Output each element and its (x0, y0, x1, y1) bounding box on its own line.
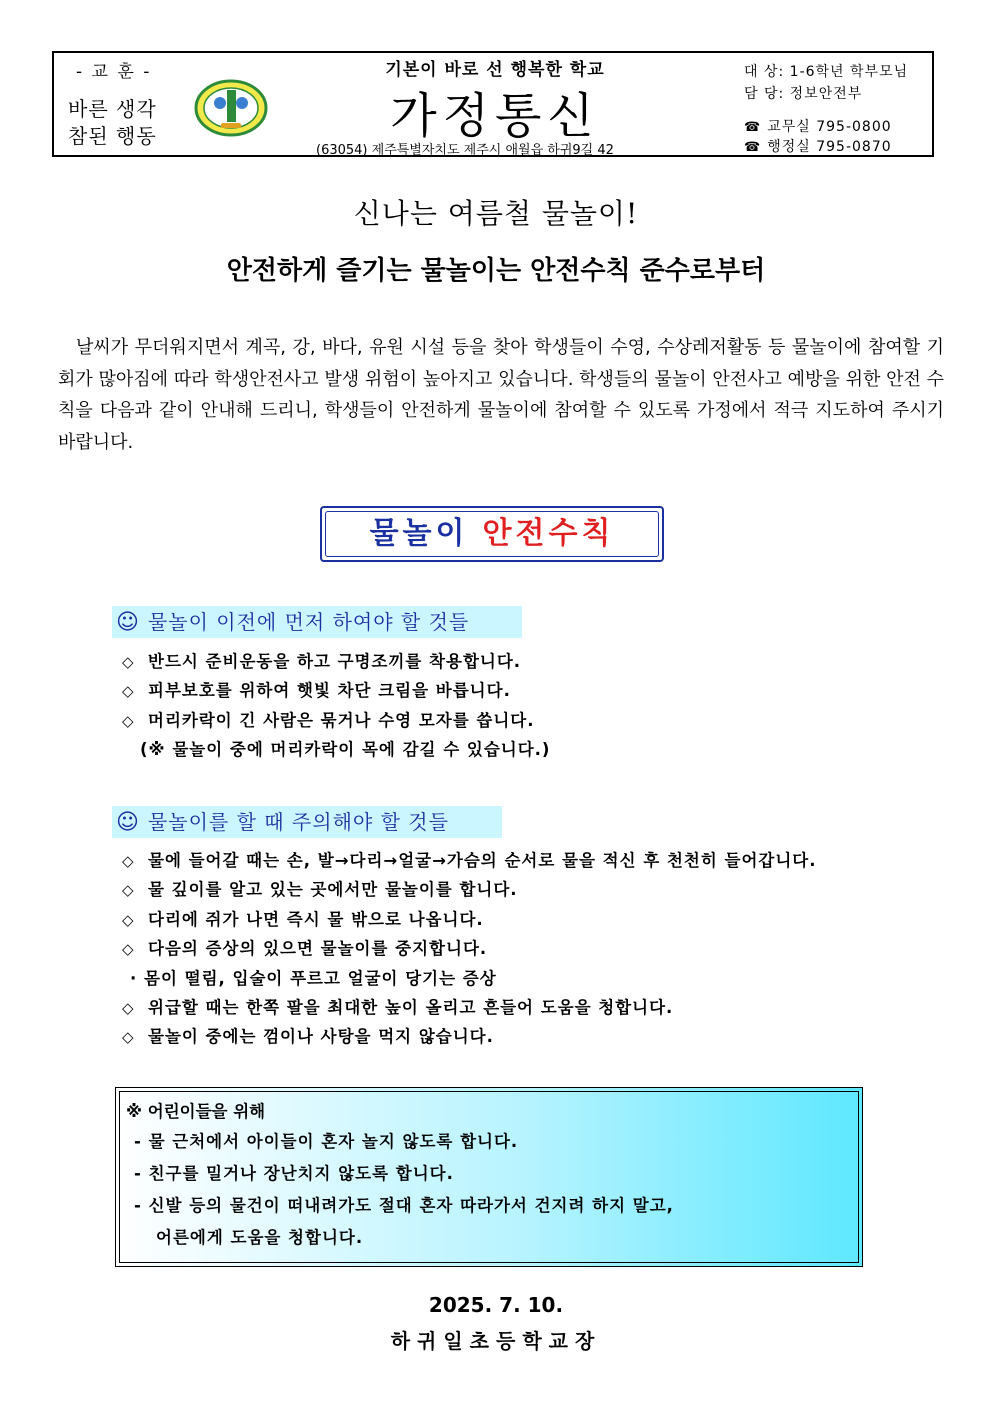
list-item-text: 물놀이 중에는 껌이나 사탕을 먹지 않습니다. (148, 1027, 494, 1047)
list-item (122, 993, 817, 1022)
for-children-box (115, 1087, 863, 1267)
admin-office-phone (744, 136, 892, 156)
list-item (122, 647, 550, 676)
smiley-icon: ☺ (116, 810, 140, 835)
diamond-bullet-icon: ◇ (122, 653, 135, 671)
section-before-list (122, 647, 550, 765)
list-item: - 신발 등의 물건이 떠내려가도 절대 혼자 따라가서 건지려 하지 말고, (134, 1196, 674, 1215)
for-children-list (134, 1126, 674, 1254)
department-in-charge: 담 당: 정보안전부 (744, 86, 863, 102)
target-audience: 대 상: 1-6학년 학부모님 (744, 64, 909, 80)
newsletter-title: 가정통신 (390, 88, 600, 144)
list-item: - 친구를 밀거나 장난치지 않도록 합니다. (134, 1164, 454, 1183)
academic-office-phone (744, 116, 892, 136)
section-during-heading (112, 806, 502, 838)
principal-signature: 하귀일초등학교장 (390, 1329, 602, 1353)
list-item-text: 위급할 때는 한쪽 팔을 최대한 높이 올리고 흔들어 도움을 청합니다. (148, 997, 674, 1017)
diamond-bullet-icon: ◇ (122, 852, 135, 870)
diamond-bullet-icon: ◇ (122, 881, 135, 900)
school-motto-line1: 바른 생각 (68, 97, 157, 121)
phone-icon: ☎ (744, 120, 762, 135)
section-during-heading-text: 물놀이를 할 때 주의해야 할 것들 (147, 810, 449, 834)
list-item-text: 다음의 증상의 있으면 물놀이를 중지합니다. (148, 939, 488, 959)
for-children-title: ※ 어린이들을 위해 (126, 1102, 266, 1121)
list-note: (※ 물놀이 중에 머리카락이 목에 감길 수 있습니다.) (140, 740, 551, 760)
phone-icon: ☎ (744, 140, 762, 155)
safety-rules-title (325, 511, 659, 557)
list-item (122, 676, 550, 705)
diamond-bullet-icon: ◇ (122, 711, 135, 730)
academic-office-phone-text: 교무실 795-0800 (767, 119, 892, 135)
list-item (122, 706, 550, 735)
list-item-continuation: 어른에게 도움을 청합니다. (156, 1228, 364, 1247)
list-item-text: 물 깊이를 알고 있는 곳에서만 물놀이를 합니다. (148, 880, 518, 900)
list-item (122, 875, 817, 904)
safety-rules-title-box (320, 506, 664, 562)
admin-office-phone-text: 행정실 795-0870 (767, 139, 892, 155)
main-title: 안전하게 즐기는 물놀이는 안전수칙 준수로부터 (226, 256, 766, 286)
diamond-bullet-icon: ◇ (122, 998, 135, 1017)
diamond-bullet-icon: ◇ (122, 910, 135, 929)
list-item (122, 934, 817, 963)
list-item: - 물 근처에서 아이들이 혼자 놀지 않도록 합니다. (134, 1132, 519, 1151)
list-item-text: 반드시 준비운동을 하고 구명조끼를 착용합니다. (148, 652, 522, 671)
section-before-heading-text: 물놀이 이전에 먼저 하여야 할 것들 (147, 610, 470, 634)
diamond-bullet-icon: ◇ (122, 1028, 135, 1047)
list-item-text: 피부보호를 위하여 햇빛 차단 크림을 바릅니다. (148, 681, 511, 701)
school-motto-heading: - 교 훈 - (76, 62, 152, 82)
list-item (122, 905, 817, 934)
safety-rules-title-part1: 물놀이 (369, 516, 469, 551)
section-during-list (122, 846, 817, 1052)
diamond-bullet-icon: ◇ (122, 940, 135, 959)
list-item-text: 물에 들어갈 때는 손, 발→다리→얼굴→가슴의 순서로 물을 적신 후 천천히 들어갑니다. (148, 851, 817, 870)
list-sub-item: · 몸이 떨림, 입술이 푸르고 얼굴이 당기는 증상 (130, 968, 497, 988)
diamond-bullet-icon: ◇ (122, 682, 135, 701)
intro-paragraph: 날씨가 무더워지면서 계곡, 강, 바다, 유원 시설 등을 찾아 학생들이 수영, 수상레저활동 등 물놀이에 참여할 기회가 많아짐에 따라 학생안전사고 발생 위험이 높아지고 있습니다. 학생들의 물놀이 안전사고 예방을 위한 안전 수칙을 다음과 같이 안내해 드리니, 학생들이 안전하게 물놀이에 참여할 수 있도록 가정에서 적극 지도하여 주시기 바랍니다. (58, 337, 944, 453)
list-item (122, 846, 817, 875)
smiley-icon: ☺ (116, 610, 140, 635)
list-item-text: 다리에 쥐가 나면 즉시 물 밖으로 나옵니다. (148, 909, 484, 929)
subtitle: 신나는 여름철 물놀이! (353, 197, 639, 230)
school-slogan: 기본이 바로 선 행복한 학교 (385, 60, 605, 80)
school-address: (63054) 제주특별자치도 제주시 애월읍 하귀9길 42 (316, 143, 614, 158)
safety-rules-title-part2: 안전수칙 (482, 516, 615, 551)
issue-date: 2025. 7. 10. (428, 1293, 564, 1317)
list-item-text: 머리카락이 긴 사람은 묶거나 수영 모자를 씁니다. (148, 710, 535, 730)
newsletter-header (52, 51, 934, 157)
section-before-heading (112, 606, 522, 638)
school-motto-line2: 참된 행동 (68, 124, 157, 148)
list-item (122, 1022, 817, 1051)
